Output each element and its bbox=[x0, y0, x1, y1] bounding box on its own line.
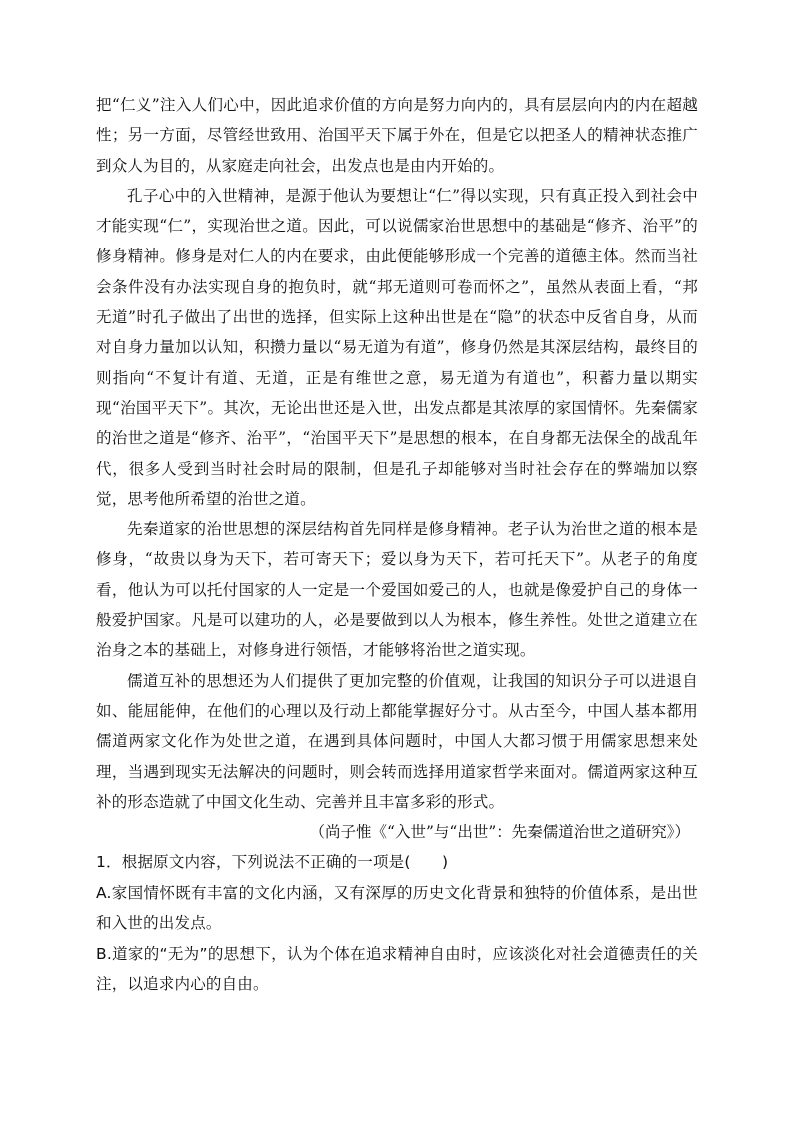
paragraph-confucius: 孔子心中的入世精神，是源于他认为要想让“仁”得以实现，只有真正投入到社会中才能实现“仁”，实现治世之道。因此，可以说儒家治世思想中的基础是“修齐、治平”的修身精神。修身是对仁人的内在要求，由此便能够形成一个完善的道德主体。然而当社会条件没有办法实现自身的抱负时，就“邦无道则可卷而怀之”，虽然从表面上看，“邦无道”时孔子做出了出世的选择，但实际上这种出世是在“隐”的状态中反省自身，从而对自身力量加以认知，积攒力量以“易无道为有道”，修身仍然是其深层结构，最终目的则指向“不复计有道、无道，正是有维世之意，易无道为有道也”，积蓄力量以期实现“治国平天下”。其次，无论出世还是入世，出发点都是其浓厚的家国情怀。先秦儒家的治世之道是“修齐、治平”，“治国平天下”是思想的根本，在自身都无法保全的战乱年代，很多人受到当时社会时局的限制，但是孔子却能够对当时社会存在的弊端加以察觉，思考他所希望的治世之道。 bbox=[96, 186, 698, 508]
question-stem: 1．根据原文内容，下列说法不正确的一项是( ) bbox=[96, 853, 449, 872]
paragraph-continued: 把“仁义”注入人们心中，因此追求价值的方向是努力向内的，具有层层向内的内在超越性；另一方面，尽管经世致用、治国平天下属于外在，但是它以把圣人的精神状态推广到众人为目的，从家庭走向社会，出发点也是由内开始的。 bbox=[96, 96, 698, 175]
article-body bbox=[96, 90, 698, 1000]
option-a: A.家国情怀既有丰富的文化内涵，又有深厚的历史文化背景和独特的价值体系，是出世和入世的出发点。 bbox=[96, 883, 698, 933]
paragraph-daoism: 先秦道家的治世思想的深层结构首先同样是修身精神。老子认为治世之道的根本是修身，“故贵以身为天下，若可寄天下；爱以身为天下，若可托天下”。从老子的角度看，他认为可以托付国家的人一定是一个爱国如爱己的人，也就是像爱护自己的身体一般爱护国家。凡是可以建功的人，必是要做到以人为根本，修生养性。处世之道建立在治身之本的基础上，对修身进行领悟，才能够将治世之道实现。 bbox=[96, 520, 698, 660]
paragraph-complement: 儒道互补的思想还为人们提供了更加完整的价值观，让我国的知识分子可以进退自如、能屈能伸，在他们的心理以及行动上都能掌握好分寸。从古至今，中国人基本都用儒道两家文化作为处世之道，在遇到具体问题时，中国人大都习惯于用儒家思想来处理，当遇到现实无法解决的问题时，则会转而选择用道家哲学来面对。儒道两家这种互补的形态造就了中国文化生动、完善并且丰富多彩的形式。 bbox=[96, 671, 698, 811]
option-b: B.道家的“无为”的思想下，认为个体在追求精神自由时，应该淡化对社会道德责任的关注，以追求内心的自由。 bbox=[96, 944, 698, 994]
article-source: （尚子惟《“入世”与“出世”：先秦儒道治世之道研究》） bbox=[309, 823, 690, 842]
